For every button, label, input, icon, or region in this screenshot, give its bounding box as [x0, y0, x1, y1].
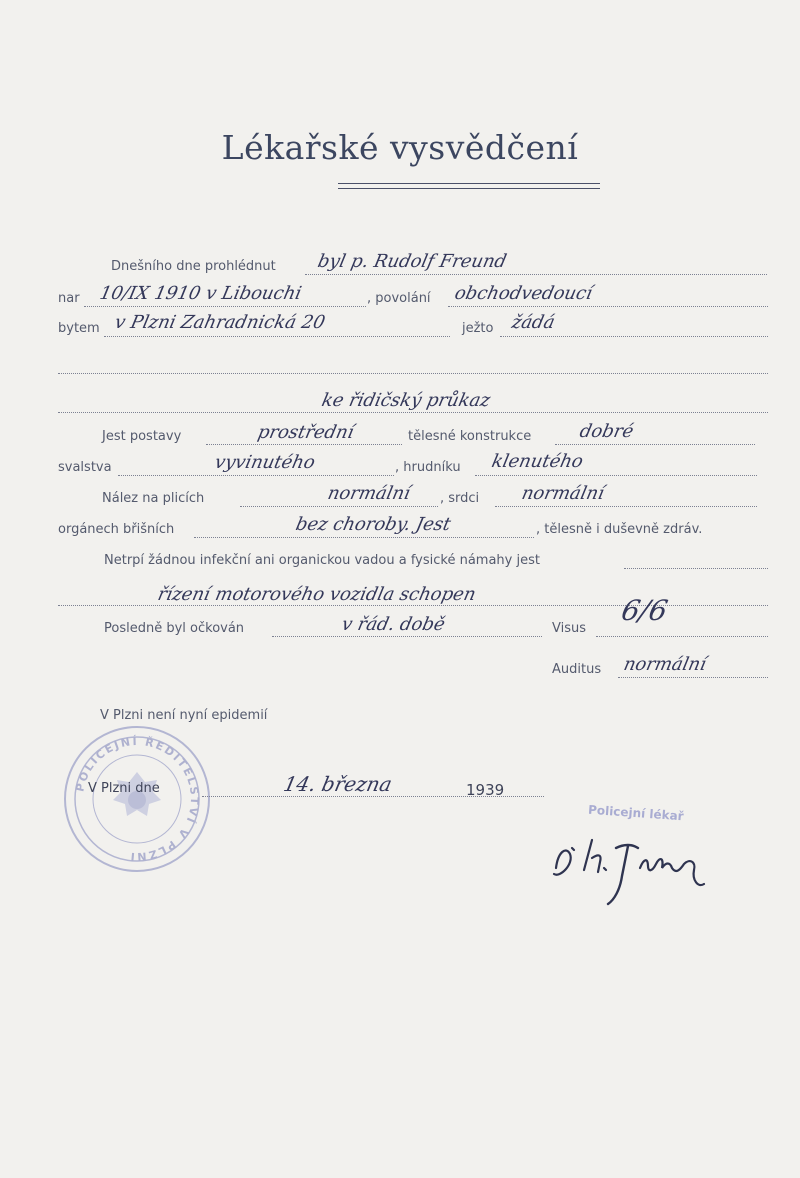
muscle-fill-line — [118, 475, 394, 476]
heart-value: normální — [519, 483, 607, 504]
police-physician-stamp: Policejní lékař — [587, 802, 685, 824]
constitution-fill-line — [555, 444, 755, 445]
chest-value: klenutého — [489, 451, 586, 472]
auditus-value: normální — [621, 654, 709, 675]
date-year: 1939 — [466, 781, 505, 799]
signature — [548, 818, 718, 914]
blank-fill-line — [58, 373, 768, 374]
vaccination-label: Posledně byl očkován — [104, 621, 245, 636]
title-underline-2 — [338, 188, 600, 189]
examined-fill-line — [305, 274, 767, 275]
capacity-value: řízení motorového vozidla schopen — [155, 584, 478, 605]
lungs-value: normální — [325, 483, 413, 504]
date-prefix: V Plzni dne — [88, 781, 160, 796]
auditus-fill-line — [618, 677, 768, 678]
residence-value: v Plzni Zahradnická 20 — [112, 312, 327, 333]
infection-label: Netrpí žádnou infekční ani organickou vadou a fysické námahy jest — [104, 553, 540, 568]
examined-label: Dnešního dne prohlédnut — [111, 259, 276, 274]
occupation-label: , povolání — [367, 291, 431, 306]
heart-fill-line — [495, 506, 757, 507]
visus-fill-line — [596, 636, 768, 637]
born-fill-line — [84, 306, 366, 307]
residence-fill-line — [104, 336, 450, 337]
title-underline — [338, 183, 600, 184]
born-value: 10/IX 1910 v Libouchi — [97, 283, 304, 304]
chest-fill-line — [475, 475, 757, 476]
constitution-label: tělesné konstrukce — [408, 429, 532, 444]
abdomen-label: orgánech břišních — [58, 522, 175, 537]
purpose-value: ke řidičský průkaz — [319, 390, 493, 411]
visus-label: Visus — [552, 621, 587, 636]
infection-fill-line — [624, 568, 768, 569]
police-seal — [64, 726, 210, 872]
lungs-fill-line — [240, 506, 438, 507]
occupation-value: obchodvedoucí — [452, 283, 595, 304]
chest-label: , hrudníku — [395, 460, 461, 475]
page-title: Lékařské vysvědčení — [221, 128, 579, 167]
heart-label: , srdci — [440, 491, 480, 506]
abdomen-fill-line — [194, 537, 534, 538]
born-label: nar — [58, 291, 80, 306]
residence-label: bytem — [58, 321, 100, 336]
date-value: 14. března — [281, 772, 395, 796]
constitution-value: dobré — [577, 421, 636, 442]
vaccination-fill-line — [272, 636, 542, 637]
requests-fill-line — [500, 336, 768, 337]
seal-graphic — [66, 728, 208, 870]
purpose-fill-line — [58, 412, 768, 413]
seal-text: POLICEJNÍ ŘEDITELSTVÍ V PLZNI — [73, 734, 202, 864]
muscle-value: vyvinutého — [212, 452, 317, 473]
vaccination-value: v řád. době — [339, 614, 447, 635]
healthy-label: , tělesně i duševně zdráv. — [536, 522, 703, 537]
build-fill-line — [206, 444, 402, 445]
requests-label: ježto — [462, 321, 494, 336]
build-label: Jest postavy — [102, 429, 182, 444]
visus-value: 6/6 — [618, 594, 671, 627]
muscle-label: svalstva — [58, 460, 112, 475]
build-value: prostřední — [255, 422, 356, 443]
findings-label: Nález na plicích — [102, 491, 205, 506]
abdomen-value: bez choroby. Jest — [293, 514, 453, 535]
auditus-label: Auditus — [552, 662, 602, 677]
requests-value: žádá — [509, 312, 557, 333]
occupation-fill-line — [448, 306, 768, 307]
epidemic-text: V Plzni není nyní epidemií — [100, 708, 268, 723]
examined-value: byl p. Rudolf Freund — [315, 251, 509, 272]
